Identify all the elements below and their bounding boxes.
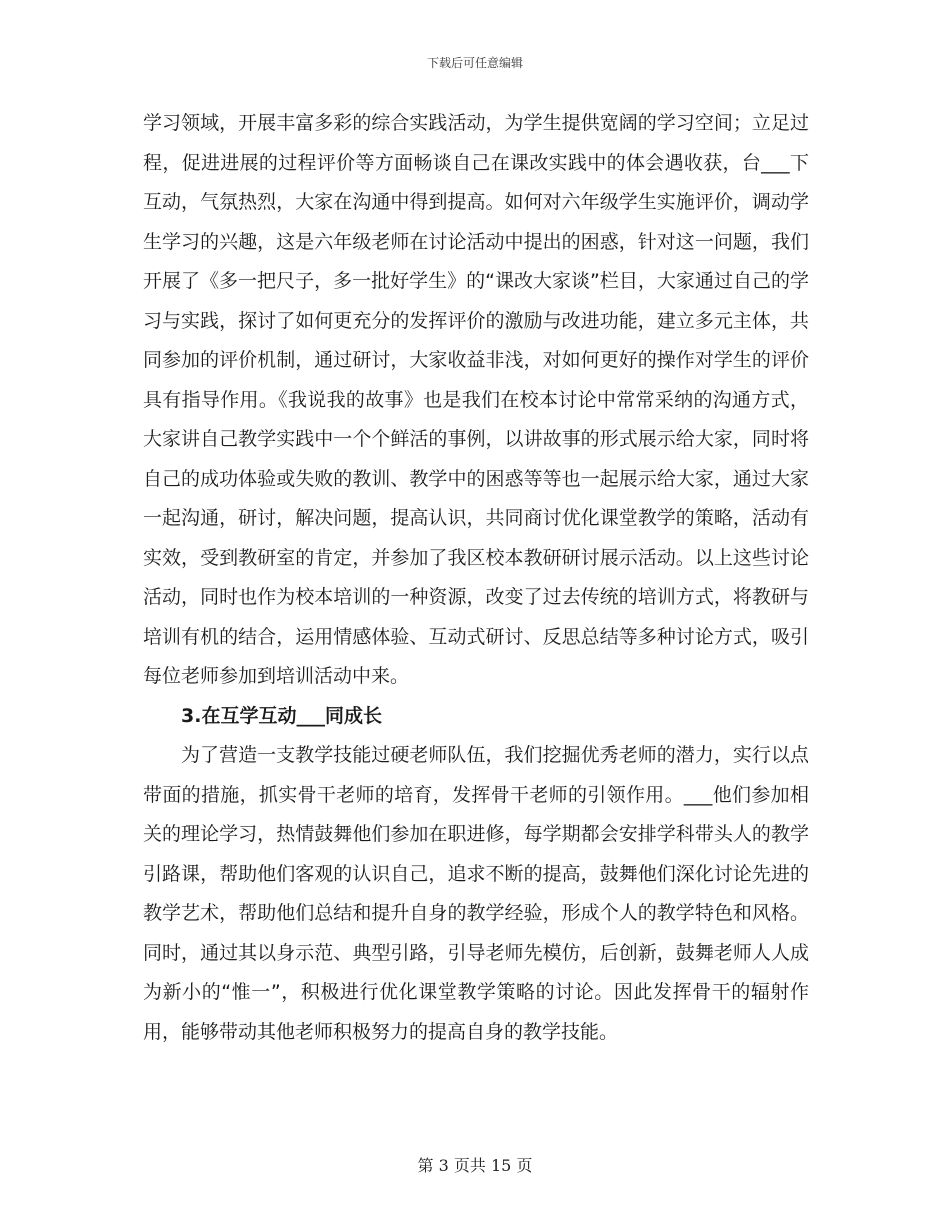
section-heading-3: 3.在互学互动___同成长	[181, 704, 382, 727]
paragraph-2: 为了营造一支教学技能过硬老师队伍，我们挖掘优秀老师的潜力，实行以点带面的措施，抓实骨干老师的培育，发挥骨干老师的引领作用。___他们参加相关的理论学习，热情鼓舞他们参加在职进修，每学期都会安排学科带头人的教学引路课，帮助他们客观的认识自己，追求不断的提高，鼓舞他们深化讨论先进的教学艺术，帮助他们总结和提升自身的教学经验，形成个人的教学特色和风格。同时，通过其以身示范、典型引路，引导老师先模仿，后创新，鼓舞老师人人成为新小的“惟一”，积极进行优化课堂教学策略的讨论。因此发挥骨干的辐射作用，能够带动其他老师积极努力的提高自身的教学技能。	[143, 744, 809, 1043]
document-body	[143, 104, 809, 1052]
page-footer: 第 3 页共 15 页	[417, 1156, 533, 1175]
page-header: 下载后可任意编辑	[426, 56, 523, 70]
paragraph-1: 学习领域，开展丰富多彩的综合实践活动，为学生提供宽阔的学习空间；立足过程，促进进展的过程评价等方面畅谈自己在课改实践中的体会遇收获，台___下互动，气氛热烈，大家在沟通中得到提高。如何对六年级学生实施评价，调动学生学习的兴趣，这是六年级老师在讨论活动中提出的困惑，针对这一问题，我们开展了《多一把尺子，多一批好学生》的“课改大家谈”栏目，大家通过自己的学习与实践，探讨了如何更充分的发挥评价的激励与改进功能，建立多元主体，共同参加的评价机制，通过研讨，大家收益非浅，对如何更好的操作对学生的评价具有指导作用。《我说我的故事》也是我们在校本讨论中常常采纳的沟通方式，大家讲自己教学实践中一个个鲜活的事例，以讲故事的形式展示给大家，同时将自己的成功体验或失败的教训、教学中的困惑等等也一起展示给大家，通过大家一起沟通，研讨，解决问题，提高认识，共同商讨优化课堂教学的策略，活动有实效，受到教研室的肯定，并参加了我区校本教研研讨展示活动。以上这些讨论活动，同时也作为校本培训的一种资源，改变了过去传统的培训方式，将教研与培训有机的结合，运用情感体验、互动式研讨、反思总结等多种讨论方式，吸引每位老师参加到培训活动中来。	[143, 112, 809, 687]
